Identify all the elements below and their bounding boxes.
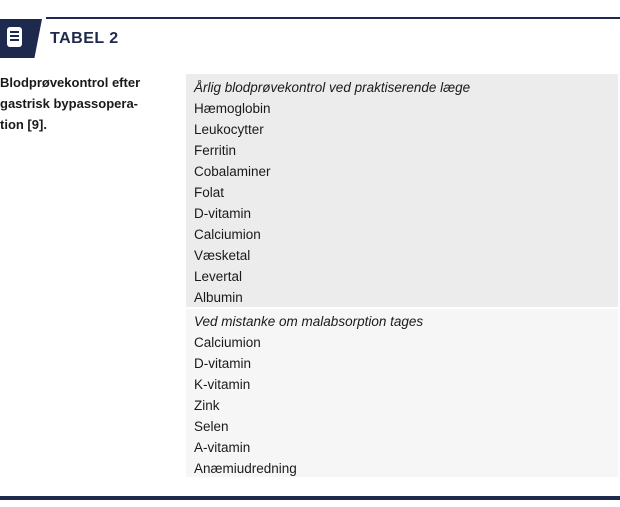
- list-item: Hæmoglobin: [194, 101, 271, 116]
- caption-line-3: tion [9].: [0, 117, 47, 132]
- list-item: Leukocytter: [194, 122, 264, 137]
- caption-line-1: Blodprøvekontrol efter: [0, 75, 141, 90]
- list-item: K-vitamin: [194, 377, 251, 392]
- section-heading: Årlig blodprøvekontrol ved praktiserende læge: [194, 80, 471, 95]
- list-item: Anæmiudredning: [194, 461, 297, 476]
- list-item: Levertal: [194, 269, 243, 284]
- list-item: Albumin: [194, 290, 243, 305]
- list-item: Zink: [194, 398, 220, 413]
- list-item: Calciumion: [194, 335, 261, 350]
- list-item: Væsketal: [194, 248, 251, 263]
- section-malabsorption-tests: [186, 309, 618, 477]
- top-rule: [46, 17, 620, 19]
- list-item: Cobalaminer: [194, 164, 271, 179]
- list-item: A-vitamin: [194, 440, 251, 455]
- section-heading: Ved mistanke om malabsorption tages: [194, 314, 424, 329]
- table-title: TABEL 2: [50, 30, 119, 47]
- bottom-rule: [0, 496, 620, 500]
- list-item: D-vitamin: [194, 356, 252, 371]
- document-list-icon: [7, 27, 22, 47]
- table-badge: [0, 19, 42, 58]
- caption-line-2: gastrisk bypassopera-: [0, 96, 139, 111]
- list-item: Folat: [194, 185, 225, 200]
- section-annual-tests: [186, 74, 618, 307]
- table-caption: [0, 72, 160, 135]
- list-item: Ferritin: [194, 143, 237, 158]
- list-item: D-vitamin: [194, 206, 252, 221]
- list-item: Selen: [194, 419, 229, 434]
- list-item: Calciumion: [194, 227, 261, 242]
